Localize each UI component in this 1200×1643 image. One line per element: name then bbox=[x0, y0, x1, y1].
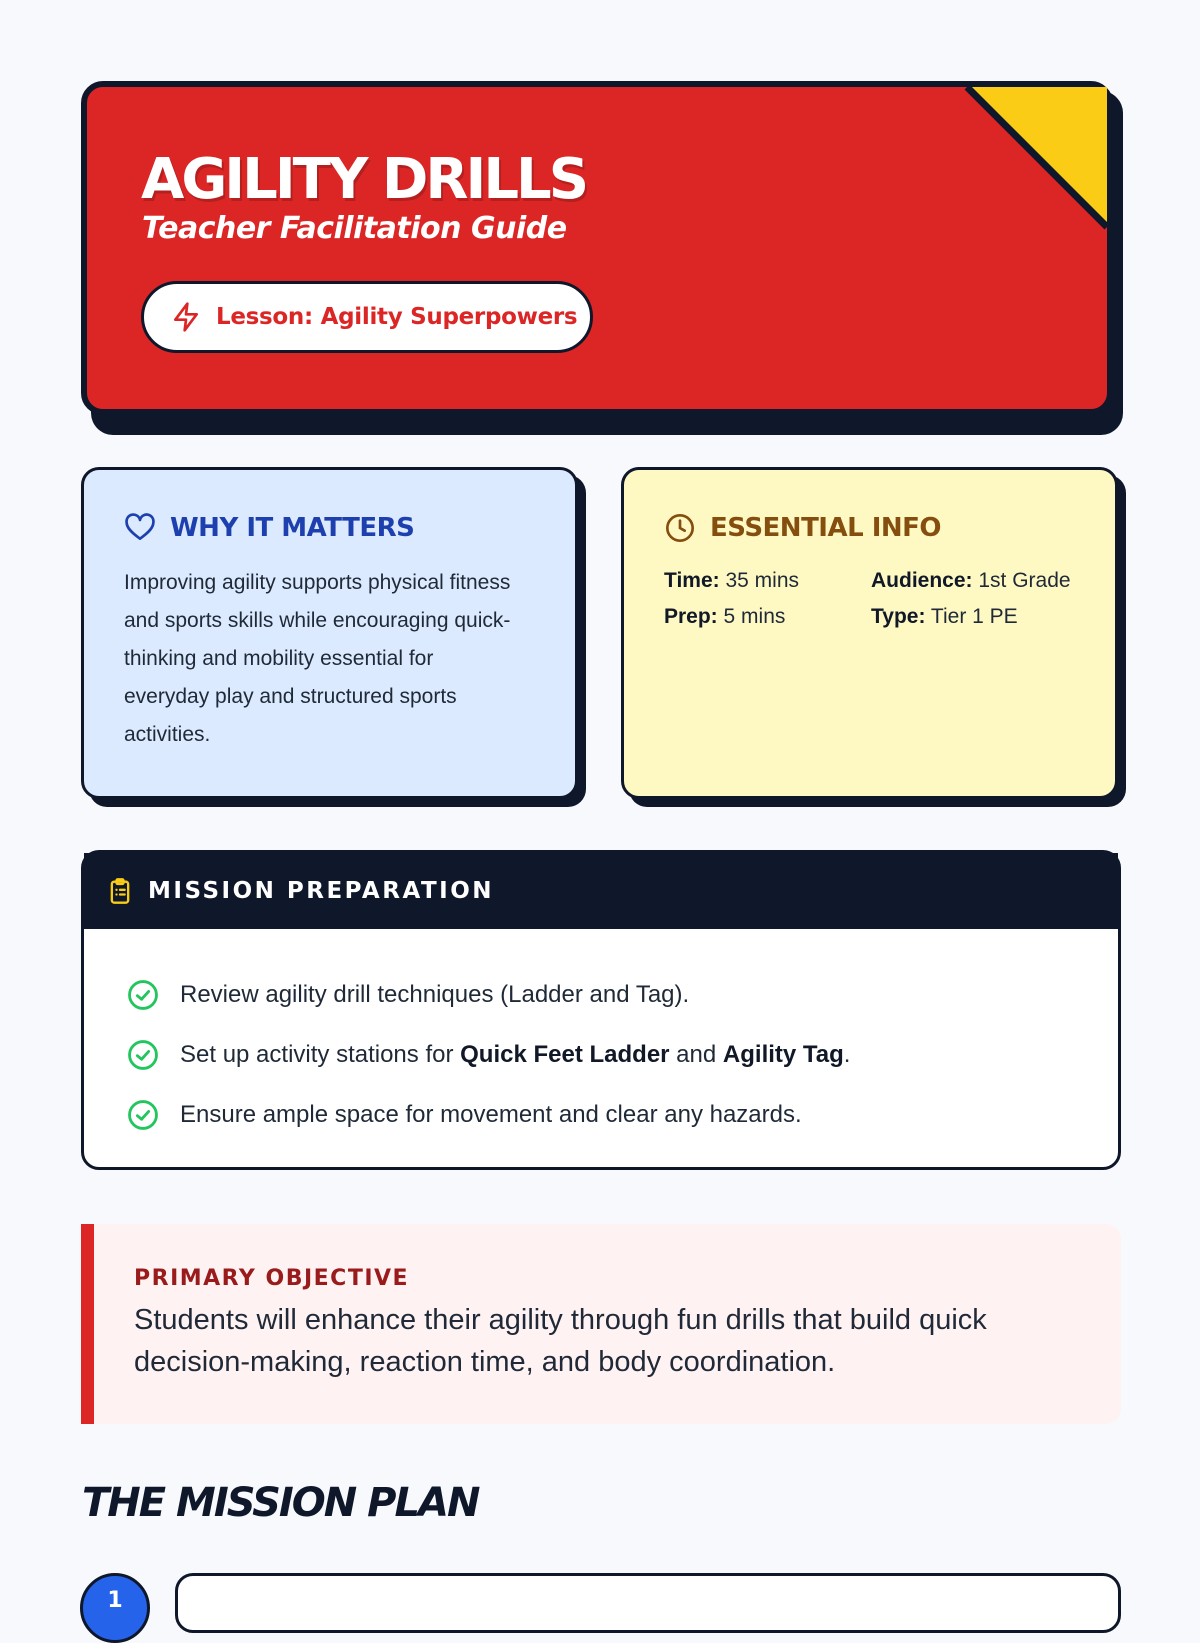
page-title: AGILITY DRILLS bbox=[141, 147, 587, 212]
info-time bbox=[664, 564, 871, 598]
primary-objective bbox=[81, 1224, 1121, 1424]
card-face bbox=[621, 467, 1118, 799]
info-grid bbox=[664, 564, 1075, 634]
card-header bbox=[124, 512, 535, 544]
check-circle-icon bbox=[126, 1038, 160, 1072]
prep-item-part: Set up activity stations for bbox=[180, 1041, 461, 1068]
lesson-badge bbox=[141, 281, 593, 353]
mission-preparation-card bbox=[81, 850, 1121, 1170]
prep-item-text: Review agility drill techniques (Ladder and Tag). bbox=[180, 981, 690, 1008]
lesson-label: Lesson: Agility Superpowers bbox=[216, 304, 578, 330]
why-it-matters-card bbox=[81, 467, 578, 799]
info-type-label: Type: bbox=[871, 605, 926, 628]
prep-item-part: and bbox=[669, 1041, 723, 1068]
station-name: Quick Feet Ladder bbox=[460, 1041, 670, 1068]
prep-item-text: Ensure ample space for movement and clear any hazards. bbox=[180, 1101, 802, 1128]
mission-plan-title: THE MISSION PLAN bbox=[82, 1480, 479, 1526]
card-heading: ESSENTIAL INFO bbox=[710, 513, 942, 543]
clipboard-icon bbox=[106, 877, 134, 905]
clock-icon bbox=[664, 512, 696, 544]
card-face bbox=[81, 467, 578, 799]
list-item bbox=[126, 965, 1118, 1025]
hero-card bbox=[81, 81, 1113, 415]
info-audience-value: 1st Grade bbox=[978, 569, 1071, 592]
info-type bbox=[871, 600, 1081, 634]
info-audience bbox=[871, 564, 1081, 598]
info-prep-value: 5 mins bbox=[723, 605, 786, 628]
info-prep bbox=[664, 600, 871, 634]
card-header bbox=[664, 512, 1075, 544]
station-name: Agility Tag bbox=[722, 1041, 844, 1068]
prep-checklist bbox=[84, 929, 1118, 1145]
list-item bbox=[126, 1025, 1118, 1085]
info-time-label: Time: bbox=[664, 569, 720, 592]
prep-item-part: . bbox=[843, 1041, 851, 1068]
hero-banner bbox=[81, 81, 1113, 425]
prep-header bbox=[84, 853, 1118, 929]
objective-text: Students will enhance their agility through fun drills that build quick decision-making, reaction time, and body coordination. bbox=[134, 1304, 987, 1378]
step-card bbox=[175, 1573, 1121, 1633]
why-text: Improving agility supports physical fitness and sports skills while encouraging quick-thinking and mobility essential for everyday play and structured sports activities. bbox=[124, 571, 511, 746]
check-circle-icon bbox=[126, 1098, 160, 1132]
prep-heading: MISSION PREPARATION bbox=[148, 878, 495, 904]
heart-icon bbox=[124, 512, 156, 544]
info-prep-label: Prep: bbox=[664, 605, 718, 628]
info-time-value: 35 mins bbox=[725, 569, 800, 592]
check-circle-icon bbox=[126, 978, 160, 1012]
prep-item-text bbox=[180, 1041, 850, 1069]
info-audience-label: Audience: bbox=[871, 569, 973, 592]
info-type-value: Tier 1 PE bbox=[930, 605, 1018, 628]
lightning-icon bbox=[170, 301, 202, 333]
essential-info-card bbox=[621, 467, 1118, 799]
objective-label: PRIMARY OBJECTIVE bbox=[134, 1266, 410, 1291]
list-item bbox=[126, 1085, 1118, 1145]
card-heading: WHY IT MATTERS bbox=[170, 513, 415, 543]
step-number-badge: 1 bbox=[80, 1573, 150, 1643]
corner-accent bbox=[947, 87, 1107, 247]
page-subtitle: Teacher Facilitation Guide bbox=[142, 211, 567, 246]
